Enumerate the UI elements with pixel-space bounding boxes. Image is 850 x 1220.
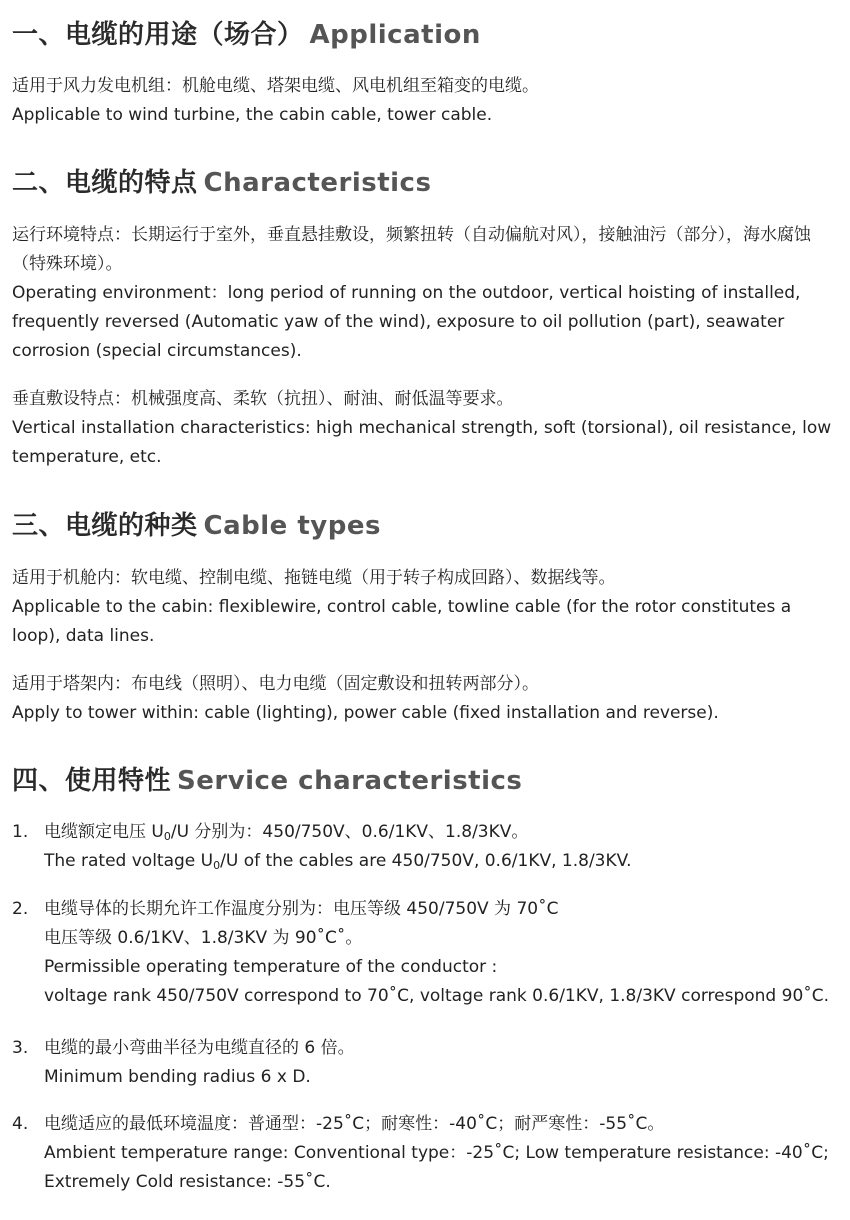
section-2-vertical-cn: 垂直敷设特点：机械强度高、柔软（抗扭）、耐油、耐低温等要求。 bbox=[12, 389, 514, 409]
list-item-line-cn: 电压等级 0.6/1KV、1.8/3KV 为 90˚C˚。 bbox=[44, 928, 363, 948]
section-4-heading bbox=[12, 760, 522, 797]
list-item-line-en: The rated voltage $U_0/U$ of the cables are 450/750V, 0.6/1KV, 1.8/3KV. bbox=[44, 851, 632, 872]
list-item-line-cn: 电缆额定电压 $U_0/U$ 分别为：450/750V、0.6/1KV、1.8/3KV。 bbox=[44, 822, 529, 843]
section-1-title-cn: 一、电缆的用途（场合） bbox=[12, 20, 304, 50]
section-3-title-cn: 三、电缆的种类 bbox=[12, 511, 198, 541]
list-item-line-cn: 电缆的最小弯曲半径为电缆直径的 6 倍。 bbox=[44, 1038, 355, 1058]
list-item-number: 2. bbox=[12, 899, 29, 919]
list-item-line-en: Extremely Cold resistance: -55˚C. bbox=[44, 1172, 331, 1192]
section-3-cabin-en: Applicable to the cabin: flexiblewire, control cable, towline cable (for the rotor constitutes a loop), data lines. bbox=[12, 597, 792, 646]
list-item-number: 3. bbox=[12, 1038, 29, 1058]
section-2-title-cn: 二、电缆的特点 bbox=[12, 168, 198, 198]
list-item-number: 1. bbox=[12, 822, 29, 842]
section-3-tower-en: Apply to tower within: cable (lighting), power cable (fixed installation and reverse). bbox=[12, 703, 719, 723]
list-item-number: 4. bbox=[12, 1114, 29, 1134]
section-2-vertical-en: Vertical installation characteristics: high mechanical strength, soft (torsional), oil resistance, low temperature, etc. bbox=[12, 418, 832, 467]
section-2-title-en: Characteristics bbox=[203, 168, 432, 198]
section-2-heading bbox=[12, 162, 431, 199]
list-item-line-en: Minimum bending radius 6 x D. bbox=[44, 1067, 311, 1087]
section-2-env-en: Operating environment：long period of running on the outdoor, vertical hoisting of installed, frequently reversed (Automatic yaw of the wind), exposure to oil pollution (part), seawater corrosion (special circumstances). bbox=[12, 283, 801, 361]
section-3-cabin-cn: 适用于机舱内：软电缆、控制电缆、拖链电缆（用于转子构成回路）、数据线等。 bbox=[12, 568, 616, 588]
section-3-heading bbox=[12, 505, 381, 542]
list-item-line-en: voltage rank 450/750V correspond to 70˚C, voltage rank 0.6/1KV, 1.8/3KV correspond 90˚C. bbox=[44, 986, 830, 1006]
section-4-title-en: Service characteristics bbox=[177, 766, 523, 796]
section-1-text-cn: 适用于风力发电机组：机舱电缆、塔架电缆、风电机组至箱变的电缆。 bbox=[12, 76, 539, 96]
section-1-heading bbox=[12, 14, 481, 51]
section-3-tower-cn: 适用于塔架内：布电线（照明）、电力电缆（固定敷设和扭转两部分）。 bbox=[12, 674, 539, 694]
section-4-title-cn: 四、使用特性 bbox=[12, 766, 172, 796]
list-item-line-en: Permissible operating temperature of the conductor : bbox=[44, 957, 498, 977]
list-item-line-en: Ambient temperature range: Conventional type：-25˚C; Low temperature resistance: -40˚C; bbox=[44, 1143, 829, 1163]
list-item-line-cn: 电缆适应的最低环境温度：普通型：-25˚C；耐寒性：-40˚C；耐严寒性：-55˚C。 bbox=[44, 1114, 665, 1134]
list-item-line-cn: 电缆导体的长期允许工作温度分别为：电压等级 450/750V 为 70˚C bbox=[44, 899, 559, 919]
section-1-text-en: Applicable to wind turbine, the cabin cable, tower cable. bbox=[12, 105, 493, 125]
section-1-title-en: Application bbox=[309, 20, 481, 50]
section-2-env-cn: 运行环境特点：长期运行于室外，垂直悬挂敷设，频繁扭转（自动偏航对风），接触油污（部分），海水腐蚀（特殊环境）。 bbox=[12, 225, 811, 274]
section-3-title-en: Cable types bbox=[203, 511, 381, 541]
